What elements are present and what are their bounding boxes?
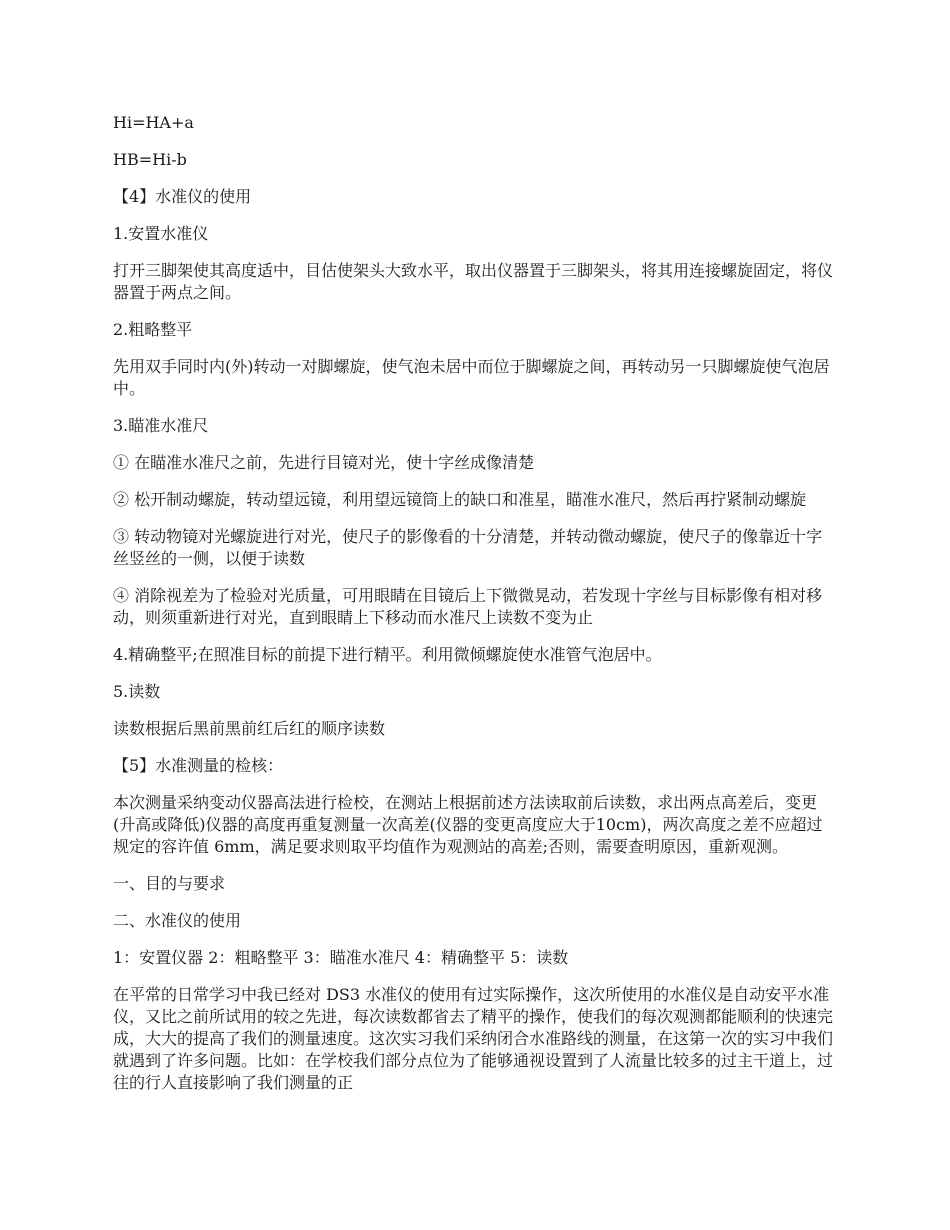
section-heading-4: 【4】水准仪的使用 <box>113 187 252 206</box>
section-heading-5: 【5】水准测量的检核： <box>113 756 284 775</box>
steps-summary: 1：安置仪器 2：粗略整平 3：瞄准水准尺 4：精确整平 5：读数 <box>113 948 569 967</box>
formula-hi: Hi=HA+a <box>113 113 194 132</box>
check-paragraph: 本次测量采纳变动仪器高法进行检校，在测站上根据前述方法读取前后读数，求出两点高差后，变更(升高或降低)仪器的高度再重复测量一次高差(仪器的变更高度应大于10cm)，两次高度之差不应超过规定的容许值 6mm，满足要求则取平均值作为观测站的高差;否则，需要查明原因，重新观测。 <box>113 793 823 856</box>
document-page <box>113 112 838 1109</box>
step-body-1: 打开三脚架使其高度适中，目估使架头大致水平，取出仪器置于三脚架头，将其用连接螺旋固定，将仪器置于两点之间。 <box>113 261 834 302</box>
substep-4: ④ 消除视差为了检验对光质量，可用眼睛在目镜后上下微微晃动，若发现十字丝与目标影像有相对移动，则须重新进行对光，直到眼睛上下移动而水准尺上读数不变为止 <box>113 586 823 627</box>
substep-1: ① 在瞄准水准尺之前，先进行目镜对光，使十字丝成像清楚 <box>113 453 535 472</box>
step-heading-5: 5.读数 <box>113 682 161 701</box>
substep-2: ② 松开制动螺旋，转动望远镜，利用望远镜筒上的缺口和准星，瞄准水准尺，然后再拧紧制动螺旋 <box>113 490 807 509</box>
part-heading-2: 二、水准仪的使用 <box>113 911 242 930</box>
step-body-2: 先用双手同时内(外)转动一对脚螺旋，使气泡未居中而位于脚螺旋之间，再转动另一只脚螺旋使气泡居中。 <box>113 357 830 398</box>
step-heading-3: 3.瞄准水准尺 <box>113 416 209 435</box>
step-heading-1: 1.安置水准仪 <box>113 224 209 243</box>
formula-hb: HB=Hi-b <box>113 150 187 169</box>
experience-paragraph: 在平常的日常学习中我已经对 DS3 水准仪的使用有过实际操作，这次所使用的水准仪是自动安平水准仪，又比之前所试用的较之先进，每次读数都省去了精平的操作，使我们的每次观测都能顺利的快速完成，大大的提高了我们的测量速度。这次实习我们采纳闭合水准路线的测量，在这第一次的实习中我们就遇到了许多问题。比如：在学校我们部分点位为了能够通视设置到了人流量比较多的过主干道上，过往的行人直接影响了我们测量的正 <box>113 985 834 1092</box>
step-body-5: 读数根据后黑前黑前红后红的顺序读数 <box>113 719 386 738</box>
step-4-paragraph: 4.精确整平;在照准目标的前提下进行精平。利用微倾螺旋使水准管气泡居中。 <box>113 645 662 664</box>
part-heading-1: 一、目的与要求 <box>113 874 226 893</box>
substep-3: ③ 转动物镜对光螺旋进行对光，使尺子的影像看的十分清楚，并转动微动螺旋，使尺子的像靠近十字丝竖丝的一侧，以便于读数 <box>113 527 823 568</box>
step-heading-2: 2.粗略整平 <box>113 320 193 339</box>
